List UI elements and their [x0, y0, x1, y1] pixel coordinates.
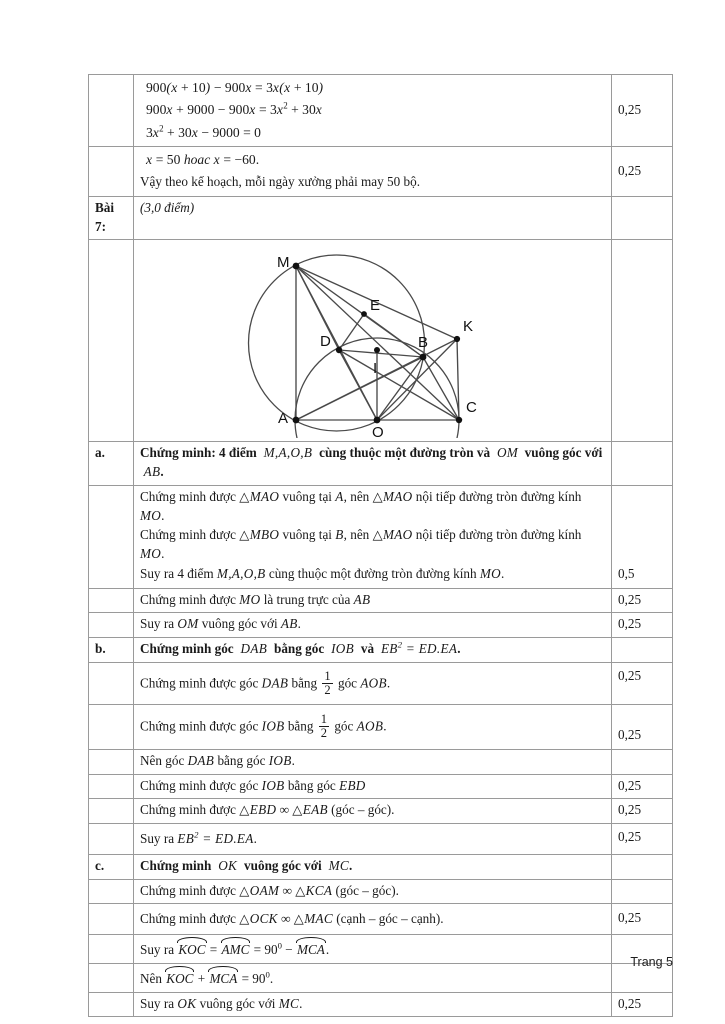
point-label-I: I	[373, 360, 378, 378]
score-cell: 0,25	[612, 799, 673, 824]
table-row	[89, 749, 673, 774]
part-a-statement: Chứng minh: 4 điểm	[140, 445, 257, 461]
row-body	[134, 146, 612, 196]
equation-line-2: $900x + 9000 - 900x = 3x^2 + 30x$	[146, 100, 323, 118]
table-row	[89, 879, 673, 904]
proof-line-mbo: Chứng minh được △MBO vuông tại B, nên △MAO nội tiếp đường tròn đường kính MO.	[140, 527, 582, 562]
point-K-dot	[454, 336, 460, 342]
angle-MCA: MCA	[296, 941, 326, 960]
score-cell: 0,25	[612, 146, 673, 196]
proof-line-mao: Chứng minh được △MAO vuông tại A, nên △MAO nội tiếp đường tròn đường kính MO.	[140, 488, 582, 523]
row-body: Chứng minh được góc IOB bằng $\frac{1}{2}$ góc AOB.	[134, 705, 612, 750]
angle-KOC: KOC	[165, 970, 194, 989]
page-footer: Trang 5	[630, 955, 673, 969]
solution-roots: x = 50 hoac x = −60.	[146, 151, 260, 167]
proof-line-suyra: Suy ra 4 điểm M,A,O,B cùng thuộc một đường tròn đường kính MO.	[140, 565, 505, 581]
score-cell: 0,25	[612, 705, 673, 750]
score-cell	[612, 638, 673, 663]
score-cell: 0,25	[612, 613, 673, 638]
row-body: Chứng minh được góc DAB bằng $\frac{1}{2}$ góc AOB.	[134, 662, 612, 705]
score-cell	[612, 196, 673, 239]
row-body: Nên góc DAB bằng góc IOB.	[134, 749, 612, 774]
row-label	[89, 146, 134, 196]
row-label	[89, 705, 134, 750]
part-label-b: b.	[89, 638, 134, 663]
point-label-E: E	[370, 297, 381, 315]
row-body: Suy ra $EB^2 = ED.EA$.	[134, 824, 612, 855]
fraction-one-half: $\frac{1}{2}$	[320, 712, 328, 741]
row-label	[89, 662, 134, 705]
score-cell: 0,25	[612, 75, 673, 147]
segment-ED	[339, 314, 364, 350]
table-row	[89, 963, 673, 992]
row-body: Nên KOC + MCA = $90^0$.	[134, 963, 612, 992]
segment-EB	[364, 314, 423, 357]
row-body: Chứng minh OK vuông góc với MC.	[134, 854, 612, 879]
part-label-c: c.	[89, 854, 134, 879]
point-C-dot	[456, 417, 462, 423]
row-body: Chứng minh được △OAM ∞ △KCA (góc – góc).	[134, 879, 612, 904]
score-cell	[612, 879, 673, 904]
row-label	[89, 799, 134, 824]
angle-MCA: MCA	[208, 970, 238, 989]
row-body: Chứng minh góc DAB bằng góc IOB và $EB^2 = ED.EA$.	[134, 638, 612, 663]
angle-AMC: AMC	[221, 941, 251, 960]
row-body: Chứng minh được góc IOB bằng góc EBD	[134, 774, 612, 799]
segment-DC	[339, 350, 459, 420]
point-label-A: A	[278, 410, 289, 428]
row-body: Suy ra OM vuông góc với AB.	[134, 613, 612, 638]
row-body	[134, 485, 612, 588]
segment-DB	[339, 350, 423, 357]
equation-line-3: $3x^2 + 30x - 9000 = 0$	[146, 123, 261, 140]
point-B-dot	[420, 354, 427, 361]
point-D-dot	[336, 347, 342, 353]
row-body: Chứng minh được △OCK ∞ △MAC (cạnh – góc – cạnh).	[134, 904, 612, 935]
table-row	[89, 992, 673, 1017]
row-body: Suy ra KOC = AMC = $90^0$ − MCA.	[134, 935, 612, 964]
fraction-one-half: $\frac{1}{2}$	[324, 668, 331, 697]
table-row	[89, 705, 673, 750]
score-cell	[612, 854, 673, 879]
row-label	[89, 904, 134, 935]
row-label	[89, 749, 134, 774]
score-cell	[612, 749, 673, 774]
row-body	[134, 196, 612, 239]
point-label-C: C	[466, 399, 477, 417]
solution-conclusion: Vậy theo kế hoạch, mỗi ngày xưởng phải may 50 bộ.	[140, 174, 421, 190]
table-row	[89, 75, 673, 147]
point-E-dot	[361, 311, 367, 317]
score-cell	[612, 442, 673, 485]
geometry-figure	[140, 242, 606, 438]
table-row	[89, 662, 673, 705]
table-row	[89, 196, 673, 239]
row-label	[89, 75, 134, 147]
score-cell	[612, 240, 673, 442]
row-body: Suy ra OK vuông góc với MC.	[134, 992, 612, 1017]
table-row-figure	[89, 240, 673, 442]
table-row	[89, 935, 673, 964]
problem-points: (3,0 điểm)	[140, 199, 195, 215]
answer-table	[88, 74, 673, 1017]
row-label	[89, 963, 134, 992]
row-body	[134, 75, 612, 147]
part-label-a: a.	[89, 442, 134, 485]
table-row	[89, 146, 673, 196]
score-cell: 0,25	[612, 774, 673, 799]
table-row	[89, 774, 673, 799]
score-cell: 0,25	[612, 662, 673, 705]
segment-OB	[377, 357, 423, 420]
point-label-B: B	[418, 334, 429, 352]
problem-label-bai7: Bài 7:	[89, 196, 134, 239]
row-body: Chứng minh được MO là trung trực của AB	[134, 588, 612, 613]
score-cell: 0,25	[612, 588, 673, 613]
row-body: Chứng minh được △EBD ∞ △EAB (góc – góc).	[134, 799, 612, 824]
table-row	[89, 799, 673, 824]
table-row	[89, 485, 673, 588]
point-label-O: O	[372, 424, 384, 439]
geometry-figure-cell	[134, 240, 612, 442]
table-row	[89, 588, 673, 613]
table-row	[89, 613, 673, 638]
table-row	[89, 854, 673, 879]
row-label	[89, 879, 134, 904]
angle-KOC: KOC	[177, 941, 206, 960]
segment-BC	[423, 357, 459, 420]
table-row	[89, 824, 673, 855]
row-label	[89, 935, 134, 964]
table-row	[89, 904, 673, 935]
table-row	[89, 442, 673, 485]
table-row	[89, 638, 673, 663]
row-label	[89, 613, 134, 638]
segment-MD	[296, 266, 339, 350]
equation-line-1: 900(x + 10) − 900x = 3x(x + 10)	[146, 80, 324, 95]
row-body: Chứng minh: 4 điểm M,A,O,B cùng thuộc một đường tròn và OM vuông góc với AB.	[134, 442, 612, 485]
row-label	[89, 992, 134, 1017]
point-I-dot	[374, 347, 380, 353]
score-cell: 0,25	[612, 824, 673, 855]
point-label-K: K	[463, 318, 474, 336]
row-label	[89, 240, 134, 442]
row-label	[89, 588, 134, 613]
point-O-dot	[374, 417, 381, 424]
score-cell: 0,25	[612, 904, 673, 935]
row-label	[89, 774, 134, 799]
score-cell: 0,5	[612, 485, 673, 588]
row-label	[89, 485, 134, 588]
point-label-M: M	[277, 254, 290, 272]
point-A-dot	[293, 417, 300, 424]
score-cell: 0,25	[612, 992, 673, 1017]
point-label-D: D	[320, 333, 331, 351]
point-M-dot	[293, 263, 300, 270]
geometry-svg	[140, 242, 618, 438]
row-label	[89, 824, 134, 855]
